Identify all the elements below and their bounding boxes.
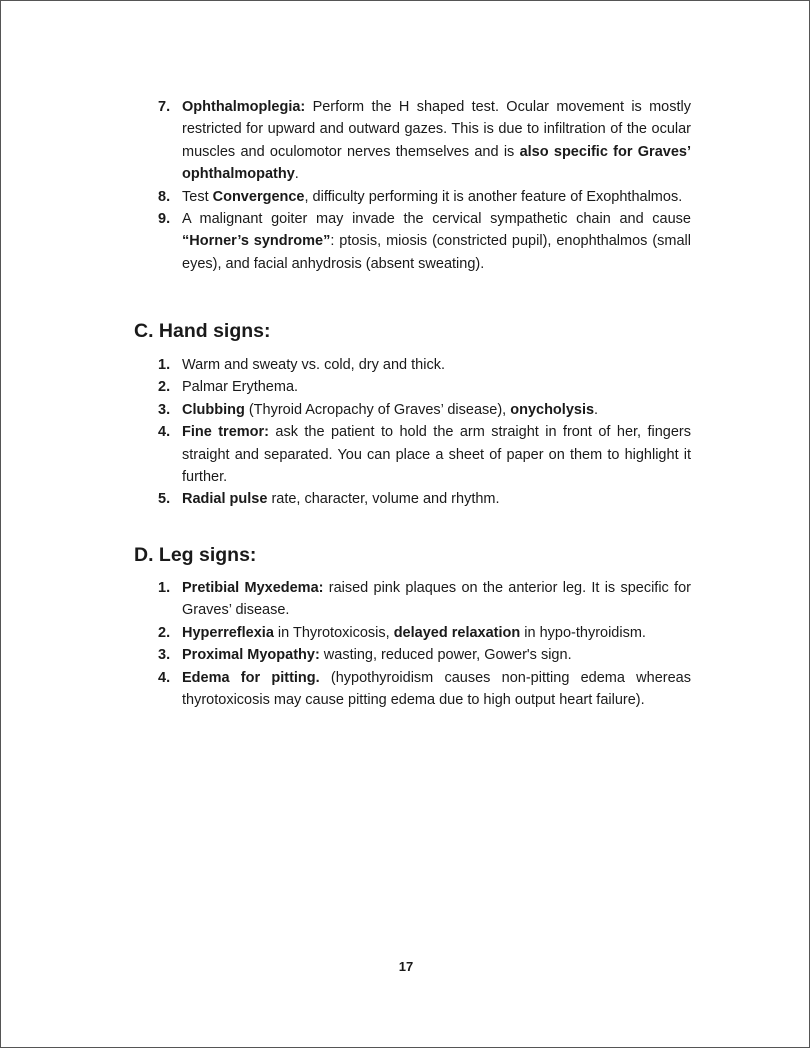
item-text: Palmar Erythema. [182,379,299,396]
bold-term: Proximal Myopathy: [182,647,320,664]
item-number: 8. [158,188,171,205]
bold-term: Edema for pitting. [182,669,320,686]
list-item [158,376,691,398]
item-number: 7. [158,99,171,115]
bold-term: delayed relaxation [393,624,521,641]
section-heading-leg-signs: D. Leg signs: [134,544,257,566]
item-number: 2. [158,624,171,641]
page-number: 17 [398,959,414,974]
list-item [158,577,691,622]
item-number: 9. [158,211,171,228]
item-number: 1. [158,357,171,373]
list-item [158,186,691,208]
item-text: A malignant goiter may invade the cervical sympathetic chain and cause [182,211,691,228]
item-number: 4. [158,669,171,686]
leg-signs-list [158,577,691,711]
bold-term: “Horner’s syndrome” [182,233,331,250]
item-text: . [594,401,599,418]
list-item [158,354,691,376]
bold-term: Ophthalmoplegia: [182,99,306,115]
item-text: rate, character, volume and rhythm. [267,491,500,508]
item-text: in Thyrotoxicosis, [273,624,394,641]
bold-term: Fine tremor: [182,424,269,441]
item-text: (Thyroid Acropachy of Graves’ disease), [244,401,511,418]
item-number: 5. [158,491,171,508]
item-number: 3. [158,647,171,664]
item-text: , difficulty performing it is another feature of Exophthalmos. [304,188,683,205]
item-number: 4. [158,424,171,441]
list-item [158,96,691,186]
item-text: Perform the H shaped test. Ocular movement is mostly restricted for upward and outward gazes. This is due to infiltration of the ocular muscles and oculomotor nerves themselves and is [182,99,691,160]
bold-term: Pretibial Myxedema: [182,580,324,596]
list-item [158,421,691,488]
hand-signs-list [158,354,691,511]
list-item [158,208,691,275]
bold-term: Radial pulse [182,491,268,508]
bold-term: onycholysis [510,401,595,418]
bold-term: Convergence [212,188,305,205]
item-text: Warm and sweaty vs. cold, dry and thick. [182,357,445,373]
list-item [158,488,691,510]
item-text: wasting, reduced power, Gower's sign. [319,647,572,664]
eye-signs-list-continued [158,96,691,275]
bold-term: also specific for Graves’ ophthalmopathy [182,143,691,183]
item-text: Test [182,188,213,205]
item-number: 1. [158,580,171,596]
bold-term: Clubbing [182,401,245,418]
bold-term: Hyperreflexia [182,624,274,641]
list-item [158,667,691,712]
list-item [158,399,691,421]
item-text: in hypo-thyroidism. [520,624,646,641]
item-text: : ptosis, miosis (constricted pupil), enophthalmos (small eyes), and facial anhydrosis (absent sweating). [182,233,691,272]
item-text: . [294,166,299,183]
list-item [158,644,691,666]
item-text: raised pink plaques on the anterior leg. It is specific for Graves’ disease. [182,580,691,619]
item-number: 3. [158,401,171,418]
item-text: ask the patient to hold the arm straight in front of her, fingers straight and separated. You can place a sheet of paper on them to highlight it further. [182,424,692,486]
item-number: 2. [158,379,171,396]
item-text: (hypothyroidism causes non-pitting edema whereas thyrotoxicosis may cause pitting edema due to high output heart failure). [182,669,691,709]
section-heading-hand-signs: C. Hand signs: [134,320,271,342]
list-item [158,622,691,644]
